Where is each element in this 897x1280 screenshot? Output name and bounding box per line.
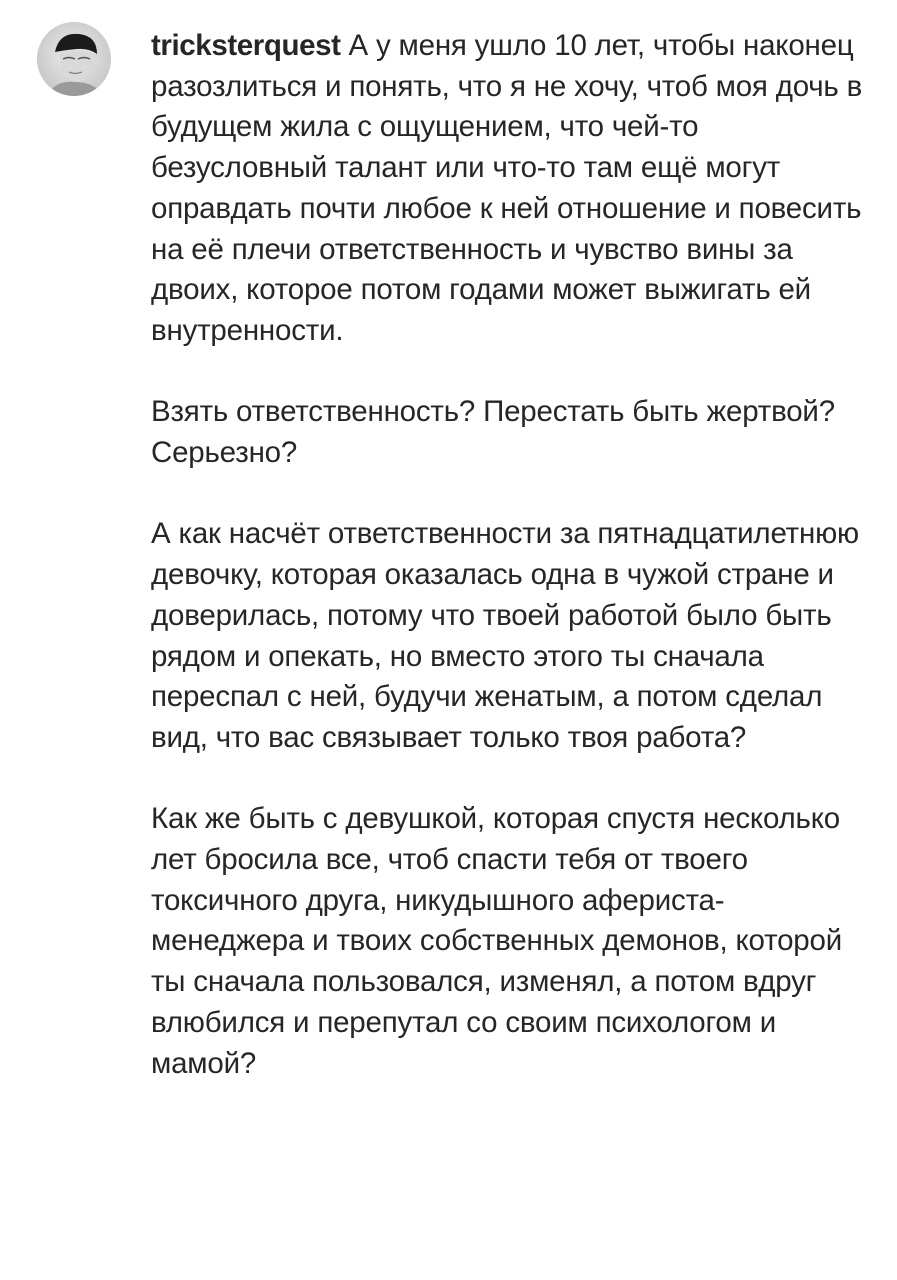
comment-username[interactable]: tricksterquest	[151, 29, 341, 62]
comment-paragraph: Как же быть с девушкой, которая спустя несколько лет бросила все, чтоб спасти тебя от твоего токсичного друга, никудышного афериста-менеджера и твоих собственных демонов, которой ты сначала пользовался, изменял, а потом вдруг влюбился и перепутал со своим психологом и мамой?	[151, 802, 842, 1080]
comment-paragraph	[151, 26, 867, 352]
comment-paragraph: Взять ответственность? Перестать быть жертвой? Серьезно?	[151, 395, 835, 470]
avatar-photo-icon	[37, 22, 111, 96]
comment-text: А у меня ушло 10 лет, чтобы наконец разозлиться и понять, что я не хочу, чтоб моя дочь в будущем жила с ощущением, что чей-то безусловный талант или что-то там ещё могут оправдать почти любое к ней отношение и повесить на её плечи ответственность и чувство вины за двоих, которое потом годами может выжигать ей внутренности.	[151, 29, 863, 347]
comment-body	[151, 26, 867, 1084]
comment-paragraph: А как насчёт ответственности за пятнадцатилетнюю девочку, которая оказалась одна в чужой стране и доверилась, потому что твоей работой было быть рядом и опекать, но вместо этого ты сначала переспал с ней, будучи женатым, а потом сделал вид, что вас связывает только твоя работа?	[151, 517, 859, 754]
user-avatar-icon[interactable]	[37, 22, 111, 96]
